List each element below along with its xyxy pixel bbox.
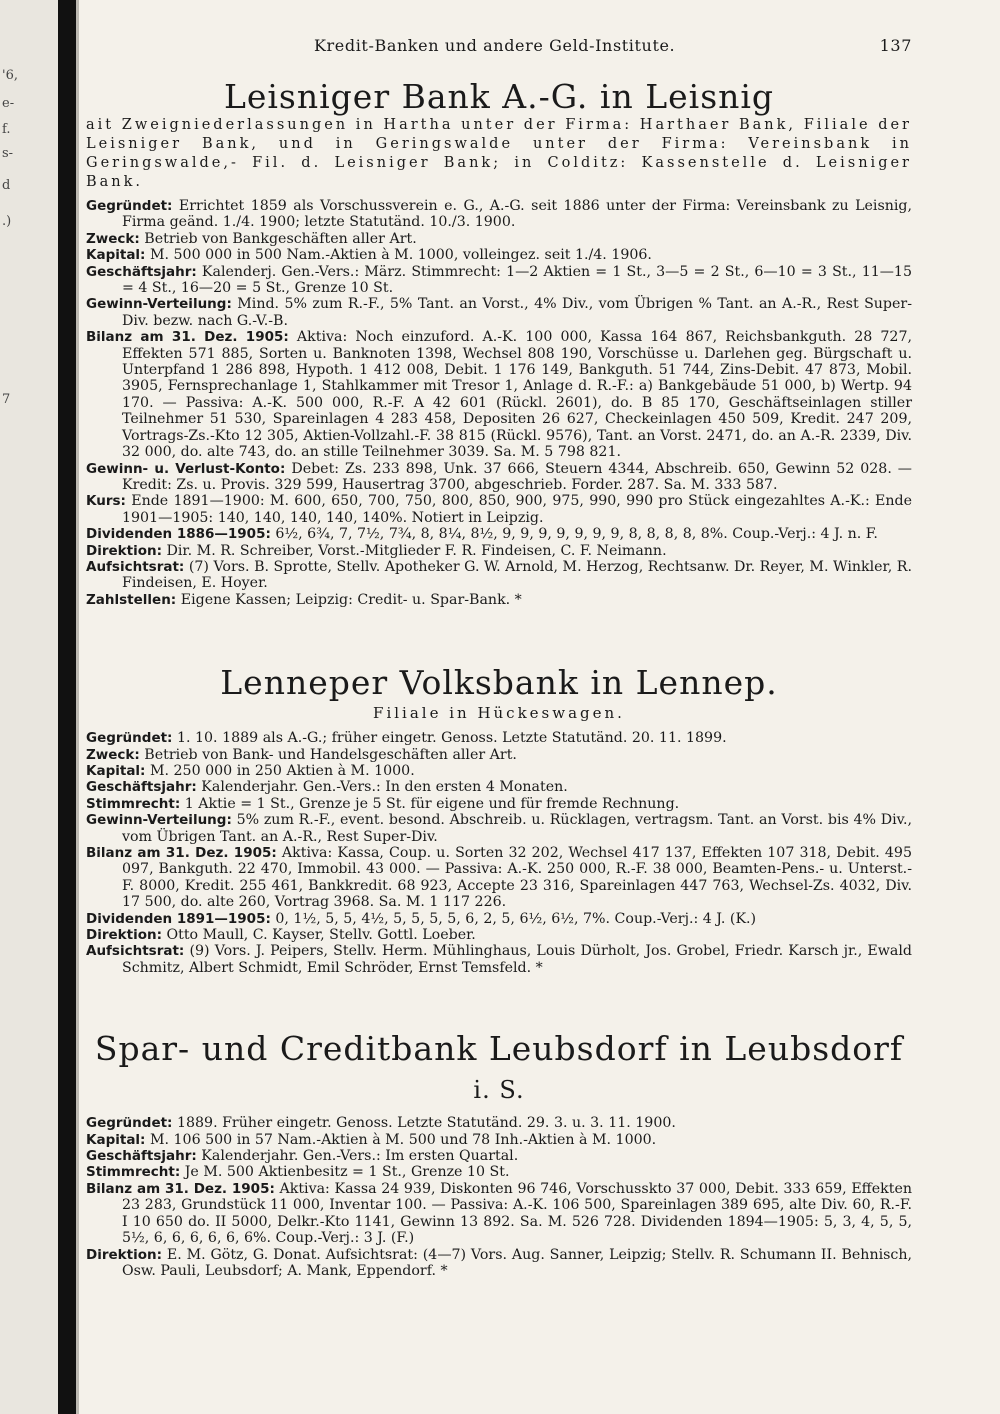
field-row [86,526,912,542]
document-page [86,36,912,1279]
field-row [86,911,912,927]
entry-title-main: Spar- und Creditbank Leubsdorf in Leubsdorf [94,1029,904,1069]
binding-edge [76,0,79,1414]
field-text: Ende 1891—1900: M. 600, 650, 700, 750, 800, 850, 900, 975, 990, 990 pro Stück eingezahltes A.-K.: Ende 1901—1905: 140, 140, 140, 140, 140%. Notiert in Leipzig. [122,493,912,526]
field-label: Direktion: [86,927,162,944]
field-text: 1 Aktie = 1 St., Grenze je 5 St. für eigene und für fremde Rechnung. [180,795,680,812]
field-row [86,296,912,329]
field-row [86,796,912,812]
field-label: Kapital: [86,247,146,264]
field-text: Aktiva: Kassa 24 939, Diskonten 96 746, Vorschusskto 37 000, Debit. 333 659, Effekten 23 283, Grundstück 11 000, Inventar 100. — Passiva: A.-K. 106 500, Spareinlagen 389 695, alte Div. 60, R.-F. I 10 650 do. II 5000, Delkr.-Kto 1141, Gewinn 13 892. Sa. M. 526 728. Dividenden 1894—1905: 5, 3, 4, 5, 5, 5½, 6, 6, 6, 6, 6, 6%. Coup.-Verj.: 3 J. (F.) [122,1180,912,1247]
field-text: 1889. Früher eingetr. Genoss. Letzte Statutänd. 29. 3. u. 3. 11. 1900. [172,1115,676,1132]
previous-page-edge [0,0,58,1414]
field-row [86,845,912,911]
field-label: Kapital: [86,1131,146,1148]
field-label: Geschäftsjahr: [86,779,197,796]
entry-intro [86,116,912,192]
field-label: Zweck: [86,230,140,247]
field-label: Geschäftsjahr: [86,263,197,280]
field-label: Bilanz am 31. Dez. 1905: [86,329,289,346]
field-row [86,779,912,795]
field-row [86,763,912,779]
field-text: Otto Maull, C. Kayser, Stellv. Gottl. Loeber. [162,927,476,944]
field-label: Gegründet: [86,1115,173,1132]
field-label: Direktion: [86,1246,162,1263]
field-label: Aufsichtsrat: [86,943,185,960]
entry-title: Leisniger Bank A.-G. in Leisnig [223,77,775,116]
field-text: M. 500 000 in 500 Nam.-Aktien à M. 1000, volleingez. seit 1./4. 1906. [145,247,652,264]
field-text: Betrieb von Bank- und Handelsgeschäften aller Art. [139,746,517,763]
field-text: Kalenderjahr. Gen.-Vers.: In den ersten 4 Monaten. [196,779,568,796]
field-label: Zweck: [86,746,140,763]
field-row [86,264,912,297]
field-row [86,747,912,763]
field-row [86,1148,912,1164]
field-row [86,1247,912,1280]
field-text: Dir. M. R. Schreiber, Vorst.-Mitglieder F. R. Findeisen, C. F. Neimann. [162,542,667,559]
margin-fragment: .) [2,214,12,229]
field-text: M. 106 500 in 57 Nam.-Aktien à M. 500 und 78 Inh.-Aktien à M. 1000. [145,1131,657,1148]
field-text: (7) Vors. B. Sprotte, Stellv. Apotheker G. W. Arnold, M. Herzog, Rechtsanw. Dr. Reyer, M. Winkler, R. Findeisen, E. Hoyer. [122,558,912,592]
field-label: Stimmrecht: [86,795,181,812]
margin-fragment: f. [2,122,11,137]
field-text: Kalenderj. Gen.-Vers.: März. Stimmrecht: 1—2 Aktien = 1 St., 3—5 = 2 St., 6—10 = 3 St., 11—15 = 4 St., 16—20 = 5 St., Grenze 10 St. [122,263,912,297]
entry-body [86,730,912,976]
field-label: Gewinn-Verteilung: [86,296,232,313]
field-row [86,1164,912,1180]
field-label: Aufsichtsrat: [86,558,185,575]
field-text: Kalenderjahr. Gen.-Vers.: Im ersten Quartal. [196,1148,519,1165]
field-label: Gegründet: [86,198,173,214]
margin-fragment: 7 [2,392,11,407]
field-text: 6½, 6¾, 7, 7½, 7¾, 8, 8¼, 8½, 9, 9, 9, 9, 9, 9, 9, 8, 8, 8, 8, 8%. Coup.-Verj.: 4 J. n. F. [270,526,878,543]
field-text: Debet: Zs. 233 898, Unk. 37 666, Steuern 4344, Abschreib. 650, Gewinn 52 028. — Kredit: Zs. u. Provis. 329 599, Hausertrag 3700, abgeschrieb. Forder. 287. Sa. M. 333 587. [122,460,912,493]
entry-leisniger-bank [86,78,912,608]
entry-lenneper-volksbank [86,664,912,976]
field-label: Dividenden 1886—1905: [86,526,271,543]
field-label: Bilanz am 31. Dez. 1905: [86,1180,275,1197]
field-row [86,812,912,845]
entry-title [86,1030,912,1109]
margin-fragment: '6, [2,68,18,83]
field-label: Stimmrecht: [86,1164,181,1181]
book-binding [58,0,76,1414]
entry-body [86,198,912,608]
margin-fragment: d [2,178,11,193]
field-text: Aktiva: Noch einzuford. A.-K. 100 000, Kassa 164 867, Reichsbankguth. 28 727, Effekten 571 885, Sorten u. Banknoten 1398, Wechsel 808 190, Vorschüsse u. Darlehen geg. Bürgschaft u. Unterpfand 1 286 898, Hypoth. 1 412 008, Debit. 1 176 149, Bankguth. 51 744, Zins-Debit. 47 873, Mobil. 3905, Fernsprechanlage 1, Stahlkammer mit Tresor 1, Anlage d. R.-F.: a) Bankgebäude 51 000, b) Wertp. 94 170. — Passiva: A.-K. 500 000, R.-F. A 42 601 (Rückl. 2601), do. B 85 170, Geschäftseinlagen stiller Teilnehmer 51 530, Spareinlagen 4 283 458, Depositen 26 627, Checkeinlagen 450 509, Kredit. 247 209, Vortrags-Zs.-Kto 12 305, Aktien-Vollzahl.-F. 38 815 (Rückl. 9576), Tant. an Vorst. 2471, do. an A.-R. 2339, Div. 32 000, do. alte 743, do. an stille Teilnehmer 3039. Sa. M. 5 798 821. [122,329,912,461]
field-row [86,1181,912,1247]
field-text: 1. 10. 1889 als A.-G.; früher eingetr. Genoss. Letzte Statutänd. 20. 11. 1899. [172,730,727,747]
field-row [86,543,912,559]
entry-spar-und-creditbank-leubsdorf [86,1030,912,1279]
field-row [86,559,912,592]
field-text: (9) Vors. J. Peipers, Stellv. Herm. Mühlinghaus, Louis Dürholt, Jos. Grobel, Friedr. Karsch jr., Ewald Schmitz, Albert Schmidt, Emil Schröder, Ernst Temsfeld. * [122,943,912,976]
field-label: Zahlstellen: [86,591,177,608]
field-text: Mind. 5% zum R.-F., 5% Tant. an Vorst., 4% Div., vom Übrigen % Tant. an A.-R., Rest Super-Div. bezw. nach G.-V.-B. [122,296,912,329]
field-row [86,329,912,460]
page-number: 137 [879,36,912,55]
entry-title: Lenneper Volksbank in Lennep. [220,663,778,703]
field-row [86,592,912,608]
field-label: Gegründet: [86,730,173,747]
field-row [86,1132,912,1148]
field-label: Gewinn-Verteilung: [86,812,232,829]
field-row [86,198,912,231]
field-row [86,730,912,746]
field-text: Errichtet 1859 als Vorschussverein e. G., A.-G. seit 1886 unter der Firma: Vereinsbank zu Leisnig, Firma geänd. 1./4. 1900; letzte Statutänd. 10./3. 1900. [122,198,912,231]
field-label: Direktion: [86,542,162,559]
entry-body [86,1115,912,1279]
field-text: E. M. Götz, G. Donat. Aufsichtsrat: (4—7) Vors. Aug. Sanner, Leipzig; Stellv. R. Schumann II. Behnisch, Osw. Pauli, Leubsdorf; A. Mank, Eppendorf. * [122,1246,912,1279]
field-row [86,231,912,247]
entry-subtitle: Filiale in Hückeswagen. [373,704,625,723]
field-text: Betrieb von Bankgeschäften aller Art. [139,230,417,247]
field-label: Kapital: [86,762,146,779]
field-row [86,943,912,976]
field-text: 0, 1½, 5, 5, 4½, 5, 5, 5, 5, 6, 2, 5, 6½, 6½, 7%. Coup.-Verj.: 4 J. (K.) [270,910,757,927]
field-text: Aktiva: Kassa, Coup. u. Sorten 32 202, Wechsel 417 137, Effekten 107 318, Debit. 495 097, Bankguth. 22 470, Immobil. 43 000. — Passiva: A.-K. 250 000, R.-F. 38 000, Beamten-Pens.- u. Unterst.-F. 8000, Kredit. 255 461, Bankkredit. 68 923, Accepte 23 316, Spareinlagen 447 763, Wechsel-Zs. 4032, Div. 17 500, do. alte 260, Vortrag 3968. Sa. M. 1 117 226. [122,845,912,911]
entry-title-suffix: i. S. [473,1076,525,1105]
field-row [86,247,912,263]
field-row [86,461,912,494]
field-label: Bilanz am 31. Dez. 1905: [86,845,277,861]
field-label: Dividenden 1891—1905: [86,910,271,927]
field-label: Gewinn- u. Verlust-Konto: [86,460,286,477]
margin-fragment: s- [2,146,14,161]
field-label: Geschäftsjahr: [86,1148,197,1165]
field-row [86,1115,912,1131]
field-label: Kurs: [86,493,126,510]
field-row [86,493,912,526]
intro-text: ait Zweigniederlassungen in Hartha unter der Firma: Harthaer Bank, Filiale der Leisniger Bank, und in Geringswalde unter der Firma: Vereinsbank in Geringswalde,- Fil. d. Leisniger Bank; in Colditz: Kassenstelle d. Leisniger Bank. [86,117,912,190]
running-head-title: Kredit-Banken und andere Geld-Institute. [314,36,676,55]
field-text: M. 250 000 in 250 Aktien à M. 1000. [145,762,415,779]
field-text: Eigene Kassen; Leipzig: Credit- u. Spar-Bank. * [176,591,522,608]
margin-fragment: e- [2,96,15,111]
field-row [86,927,912,943]
field-text: Je M. 500 Aktienbesitz = 1 St., Grenze 10 St. [180,1164,510,1181]
field-text: 5% zum R.-F., event. besond. Abschreib. u. Rücklagen, vertragsm. Tant. an Vorst. bis 4% Div., vom Übrigen Tant. an A.-R., Rest Super-Div. [122,812,912,845]
running-head [86,36,912,62]
